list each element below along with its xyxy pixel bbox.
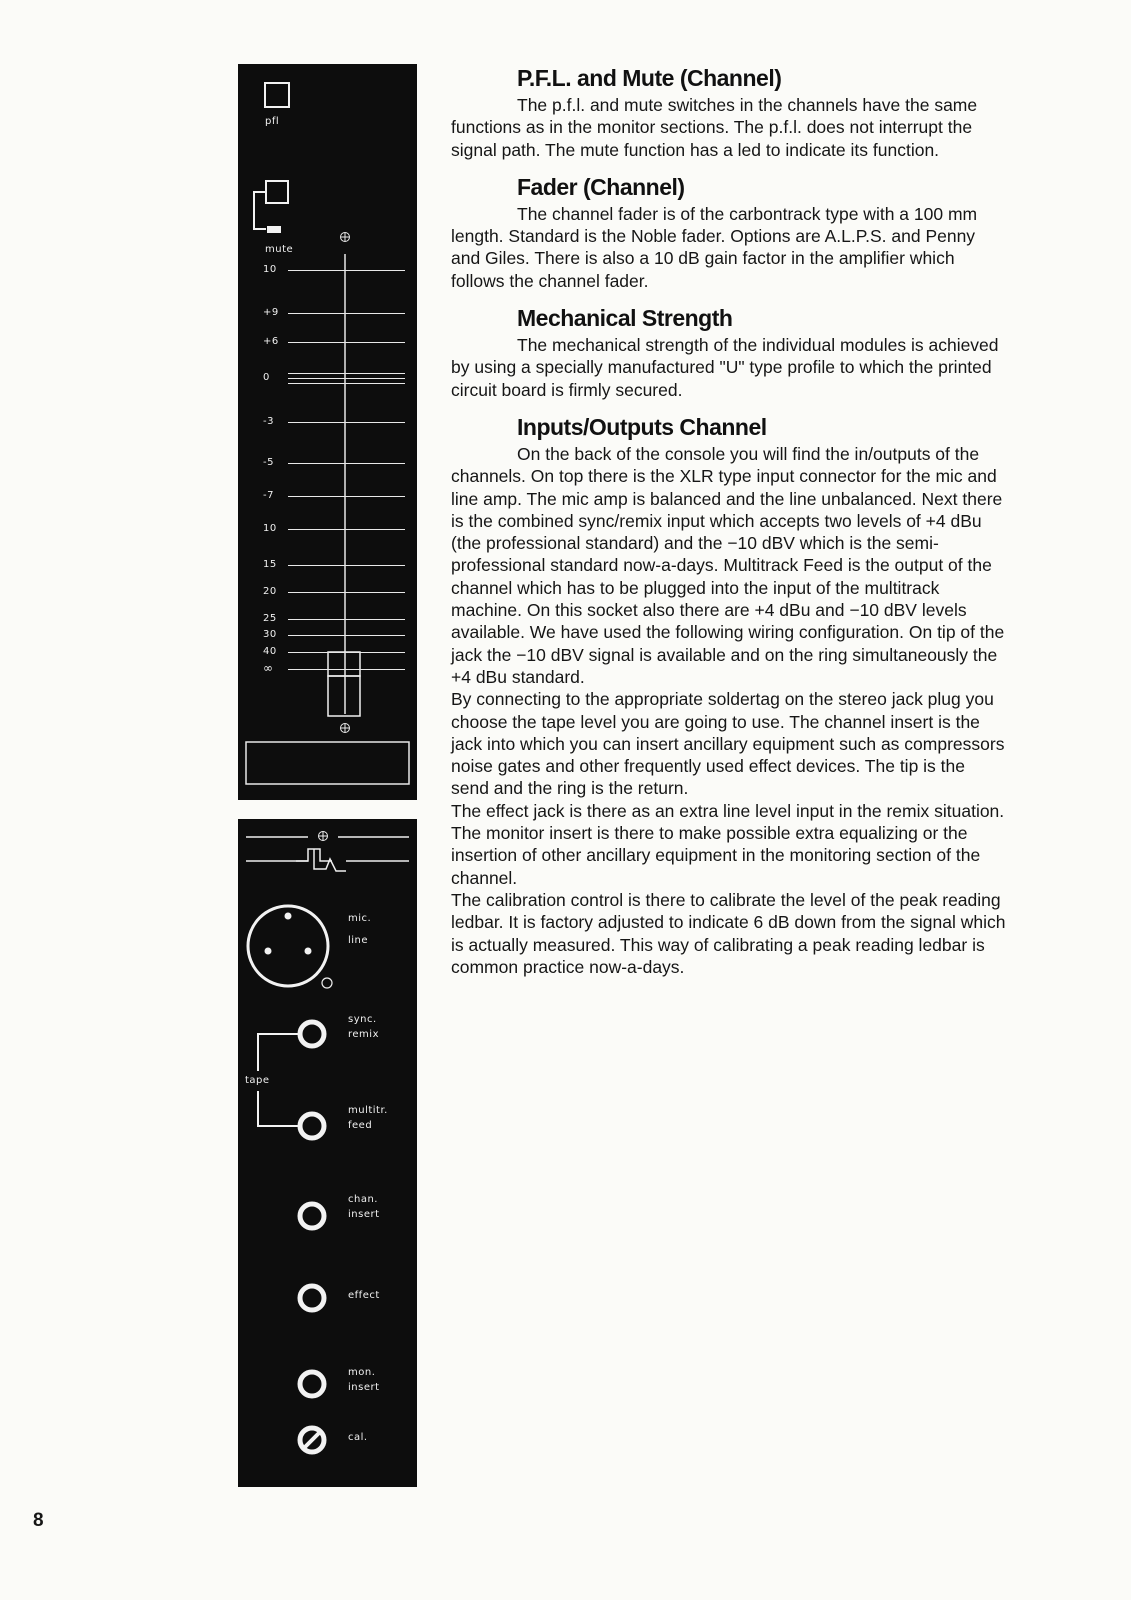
fader-scale-label: +9	[263, 307, 279, 318]
mute-led-icon	[267, 226, 281, 233]
fader-scale-label: 25	[263, 613, 277, 624]
remix-label: remix	[348, 1029, 379, 1040]
section-paragraph: The mechanical strength of the individual modules is achieved by using a specially manufactured "U" type profile to which the printed circuit board is firmly secured.	[451, 335, 999, 400]
mute-label: mute	[265, 244, 294, 255]
connector-graphics	[238, 819, 417, 1487]
fader-graphics	[238, 64, 417, 800]
feed-label: feed	[348, 1120, 373, 1131]
chan-insert-label: insert	[348, 1209, 380, 1220]
section-heading: Mechanical Strength	[517, 305, 733, 332]
fader-scale-label: 0	[263, 372, 270, 383]
channel-display-window	[246, 742, 409, 784]
fader-scale-label: 30	[263, 629, 277, 640]
section-heading: P.F.L. and Mute (Channel)	[517, 65, 782, 91]
multitrack-label: multitr.	[348, 1105, 388, 1116]
section-paragraph: On the back of the console you will find the in/outputs of the channels. On top there is the XLR type input connector for the mic and line amp. The mic amp is balanced and the line unbalanced. Next there is the combined sync/remix input which accepts two levels of +4 dBu (the professional standard) and the −10 dBV which is the semi-professional standard now-a-days. Multitrack Feed is the output of the channel which has to be plugged into the input of the multitrack machine. On this socket also there are +4 dBu and −10 dBV levels available. We have used the following wiring configuration. On tip of the jack the −10 dBV signal is available and on the ring simultaneously the +4 dBu standard.	[451, 443, 1005, 687]
mute-switch[interactable]	[265, 180, 289, 204]
section-paragraph: The effect jack is there as an extra line level input in the remix situation. The monitor insert is there to make possible extra equalizing or the insertion of other ancillary equipment in the monitoring section of the channel.	[451, 800, 1005, 888]
mon-label: mon.	[348, 1367, 376, 1378]
mon-insert-label: insert	[348, 1382, 380, 1393]
fader-knob	[328, 652, 360, 676]
mic-label: mic.	[348, 913, 372, 924]
sync-remix-jack-icon	[300, 1022, 324, 1046]
multitrack-feed-jack-icon	[300, 1114, 324, 1138]
line-label: line	[348, 935, 369, 946]
section-paragraph: The calibration control is there to calibrate the level of the peak reading ledbar. It is factory adjusted to indicate 6 dB down from the signal which is actually measured. This way of calibrating a peak reading ledbar is common practice now-a-days.	[451, 889, 1006, 977]
sync-label: sync.	[348, 1014, 377, 1025]
section-heading: Inputs/Outputs Channel	[517, 413, 767, 440]
fader-scale-label: ∞	[263, 661, 274, 675]
channel-fader-panel	[238, 64, 417, 800]
fader-scale-label: 10	[263, 523, 277, 534]
channel-connector-panel	[238, 819, 417, 1487]
section-fader	[451, 173, 1006, 292]
chan-label: chan.	[348, 1194, 378, 1205]
channel-insert-jack-icon	[300, 1204, 324, 1228]
tape-label: tape	[245, 1075, 270, 1086]
fader-scale-label: -7	[263, 490, 274, 501]
fader-scale-label: 10	[263, 264, 277, 275]
fader-scale-label: 20	[263, 586, 277, 597]
fader-scale-label: 40	[263, 646, 277, 657]
section-heading: Fader (Channel)	[517, 173, 685, 200]
monitor-insert-jack-icon	[300, 1372, 324, 1396]
section-paragraph: By connecting to the appropriate soldertag on the stereo jack plug you choose the tape level you are going to use. The channel insert is the jack into which you can insert ancillary equipment such as compressors noise gates and other frequently used effect devices. The tip is the send and the ring is the return.	[451, 689, 1005, 799]
section-inputs-outputs	[451, 413, 1006, 978]
fader-scale-label: -5	[263, 457, 274, 468]
cal-label: cal.	[348, 1432, 368, 1443]
page-number: 8	[33, 1510, 44, 1531]
section-paragraph: The channel fader is of the carbontrack type with a 100 mm length. Standard is the Noble fader. Options are A.L.P.S. and Penny and Giles. There is also a 10 dB gain factor in the amplifier which follows the channel fader.	[451, 203, 978, 291]
fader-scale-label: 15	[263, 559, 277, 570]
xlr-latch-icon	[322, 978, 332, 988]
fader-scale-label: +6	[263, 336, 279, 347]
fader-scale-label: -3	[263, 416, 274, 427]
manual-text-column	[451, 64, 1006, 990]
effect-label: effect	[348, 1290, 380, 1301]
section-pfl-mute	[451, 64, 1006, 161]
pfl-label: pfl	[265, 116, 280, 127]
section-mechanical-strength	[451, 304, 1006, 401]
effect-jack-icon	[300, 1286, 324, 1310]
section-paragraph: The p.f.l. and mute switches in the channels have the same functions as in the monitor sections. The p.f.l. does not interrupt the signal path. The mute function has a led to indicate its function.	[451, 95, 978, 160]
